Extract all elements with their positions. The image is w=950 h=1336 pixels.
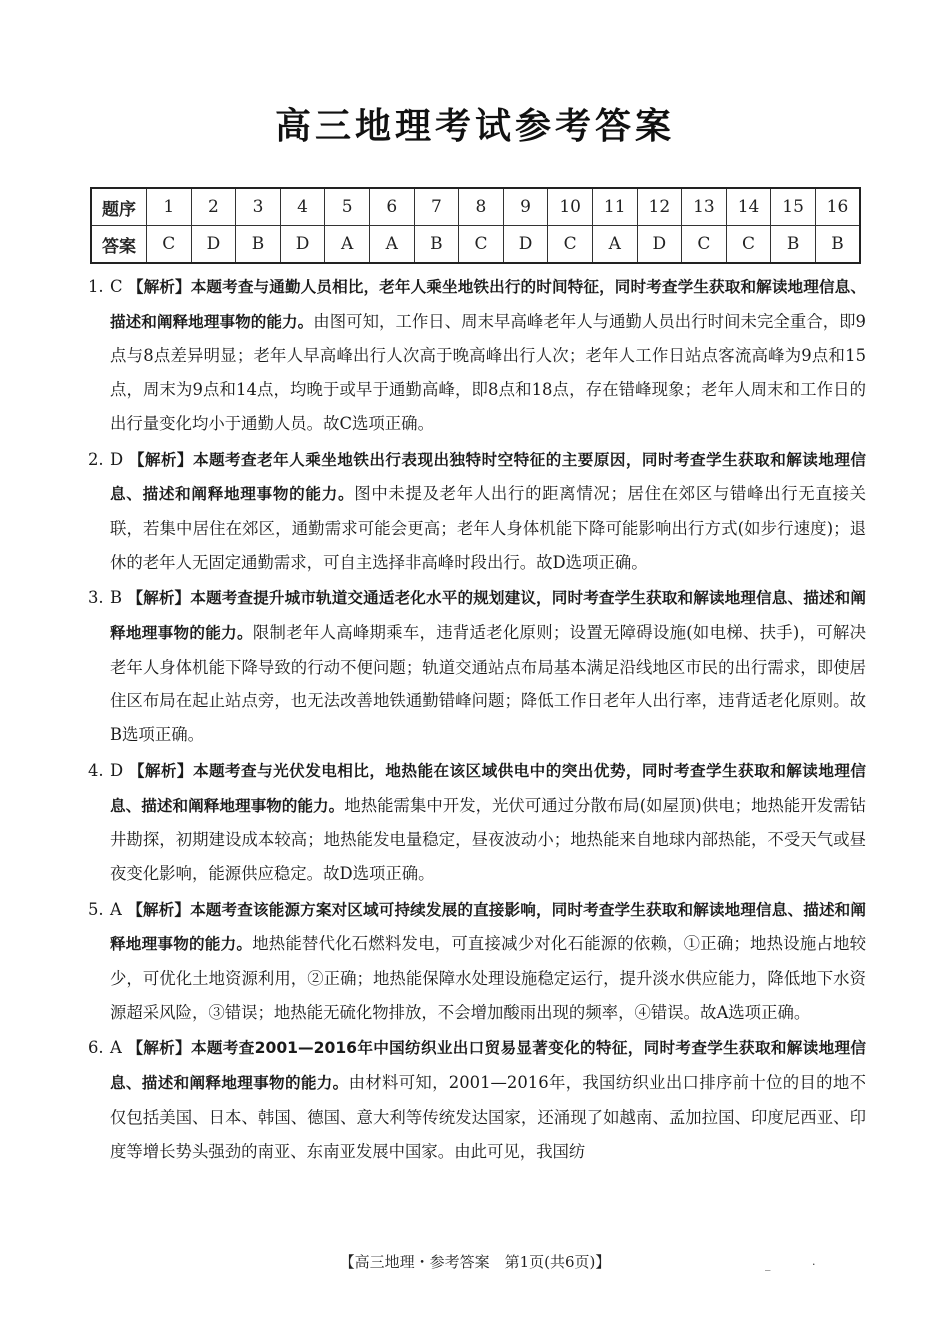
question-number: 5 <box>325 188 370 226</box>
question-number: 10 <box>548 188 593 226</box>
answer-table-number-row <box>91 188 860 226</box>
answer-letter: A <box>325 226 370 264</box>
item-analysis-text: 图中未提及老年人出行的距离情况；居住在郊区与错峰出行无直接关联，若集中居住在郊区，通勤需求可能会更高；老年人身体机能下降可能影响出行方式(如步行速度)；退休的老年人无固定通勤需求，可自主选择非高峰时段出行。故D选项正确。 <box>110 484 866 572</box>
table-header-number: 题序 <box>91 188 147 226</box>
question-number: 8 <box>459 188 504 226</box>
item-number: 3. <box>88 588 104 608</box>
answer-letter: C <box>726 226 771 264</box>
question-number: 7 <box>414 188 459 226</box>
item-answer: B <box>110 588 123 608</box>
footer-mark-right: · <box>812 1258 816 1271</box>
item-answer: A <box>110 1038 122 1058</box>
item-analysis-heading: 【解析】本题考查与光伏发电相比，地热能在该区域供电中的突出优势，同时考查学生获取和解读地理信息、描述和阐释地理事物的能力。 <box>110 761 866 815</box>
item-analysis-heading: 【解析】本题考查2001—2016年中国纺织业出口贸易显著变化的特征，同时考查学生获取和解读地理信息、描述和阐释地理事物的能力。 <box>110 1039 866 1093</box>
item-analysis-heading: 【解析】本题考查该能源方案对区域可持续发展的直接影响，同时考查学生获取和解读地理信息、描述和阐释地理事物的能力。 <box>110 900 866 954</box>
explanation-item-1 <box>88 270 866 441</box>
answer-letter: C <box>548 226 593 264</box>
item-number: 6. <box>88 1038 104 1058</box>
question-number: 4 <box>280 188 325 226</box>
explanation-item-4 <box>88 754 866 891</box>
question-number: 14 <box>726 188 771 226</box>
answer-letter: B <box>236 226 281 264</box>
item-analysis-text: 地热能替代化石燃料发电，可直接减少对化石能源的依赖，①正确；地热设施占地较少，可优化土地资源利用，②正确；地热能保障水处理设施稳定运行，提升淡水供应能力，降低地下水资源超采风险，③错误；地热能无硫化物排放，不会增加酸雨出现的频率，④错误。故A选项正确。 <box>110 934 866 1022</box>
page-footer: 【高三地理・参考答案 第1页(共6页)】 <box>339 1253 611 1271</box>
question-number: 9 <box>503 188 548 226</box>
item-number: 4. <box>88 760 104 780</box>
question-number: 1 <box>147 188 192 226</box>
question-number: 16 <box>815 188 860 226</box>
answer-letter: D <box>280 226 325 264</box>
question-number: 6 <box>369 188 414 226</box>
explanation-item-6 <box>88 1031 866 1168</box>
answer-letter: A <box>592 226 637 264</box>
item-analysis-heading: 【解析】本题考查老年人乘坐地铁出行表现出独特时空特征的主要原因，同时考查学生获取和解读地理信息、描述和阐释地理事物的能力。 <box>110 450 866 504</box>
question-number: 2 <box>191 188 236 226</box>
explanation-item-5 <box>88 893 866 1030</box>
item-analysis-text: 限制老年人高峰期乘车，违背适老化原则；设置无障碍设施(如电梯、扶手)，可解决老年人身体机能下降导致的行动不便问题；轨道交通站点布局基本满足沿线地区市民的出行需求，即使居住区布局在起止站点旁，也无法改善地铁通勤错峰问题；降低工作日老年人出行率，违背适老化原则。故B选项正确。 <box>110 623 866 745</box>
item-analysis-text: 由图可知，工作日、周末早高峰老年人与通勤人员出行时间未完全重合，即9点与8点差异明显；老年人早高峰出行人次高于晚高峰出行人次；老年人工作日站点客流高峰为9点和15点，周末为9点和14点，均晚于或早于通勤高峰，即8点和18点，存在错峰现象；老年人周末和工作日的出行量变化均小于通勤人员。故C选项正确。 <box>110 311 866 433</box>
answer-letter: C <box>682 226 727 264</box>
answer-table-answer-row <box>91 226 860 264</box>
item-answer: D <box>110 449 124 469</box>
answer-letter: D <box>503 226 548 264</box>
footer-mark-left: _ <box>765 1258 771 1271</box>
item-number: 2. <box>88 449 104 469</box>
question-number: 13 <box>682 188 727 226</box>
answer-letter: C <box>459 226 504 264</box>
explanation-item-2 <box>88 443 866 580</box>
item-answer: D <box>110 760 124 780</box>
answer-letter: C <box>147 226 192 264</box>
page-title: 高三地理考试参考答案 <box>274 106 675 147</box>
question-number: 15 <box>771 188 816 226</box>
answer-letter: B <box>414 226 459 264</box>
answer-table <box>90 187 861 264</box>
item-answer: A <box>110 899 122 919</box>
item-analysis-text: 由材料可知，2001—2016年，我国纺织业出口排序前十位的目的地不仅包括美国、日本、韩国、德国、意大利等传统发达国家，还涌现了如越南、孟加拉国、印度尼西亚、印度等增长势头强劲的南亚、东南亚发展中国家。由此可见，我国纺 <box>110 1073 866 1161</box>
table-header-answer: 答案 <box>91 226 147 264</box>
answer-letter: B <box>771 226 816 264</box>
item-analysis-text: 地热能需集中开发，光伏可通过分散布局(如屋顶)供电；地热能开发需钻井勘探，初期建设成本较高；地热能发电量稳定，昼夜波动小；地热能来自地球内部热能，不受天气或昼夜变化影响，能源供应稳定。故D选项正确。 <box>110 795 866 883</box>
question-number: 12 <box>637 188 682 226</box>
question-number: 11 <box>592 188 637 226</box>
item-analysis-heading: 【解析】本题考查与通勤人员相比，老年人乘坐地铁出行的时间特征，同时考查学生获取和解读地理信息、描述和阐释地理事物的能力。 <box>110 278 866 331</box>
answer-letter: D <box>191 226 236 264</box>
answer-letter: D <box>637 226 682 264</box>
answer-letter: A <box>369 226 414 264</box>
explanation-list <box>88 270 866 1170</box>
item-number: 1. <box>88 277 104 296</box>
question-number: 3 <box>236 188 281 226</box>
item-number: 5. <box>88 899 104 919</box>
explanation-item-3 <box>88 581 866 752</box>
item-answer: C <box>110 277 123 296</box>
answer-letter: B <box>815 226 860 264</box>
item-analysis-heading: 【解析】本题考查提升城市轨道交通适老化水平的规划建议，同时考查学生获取和解读地理信息、描述和阐释地理事物的能力。 <box>110 589 866 643</box>
